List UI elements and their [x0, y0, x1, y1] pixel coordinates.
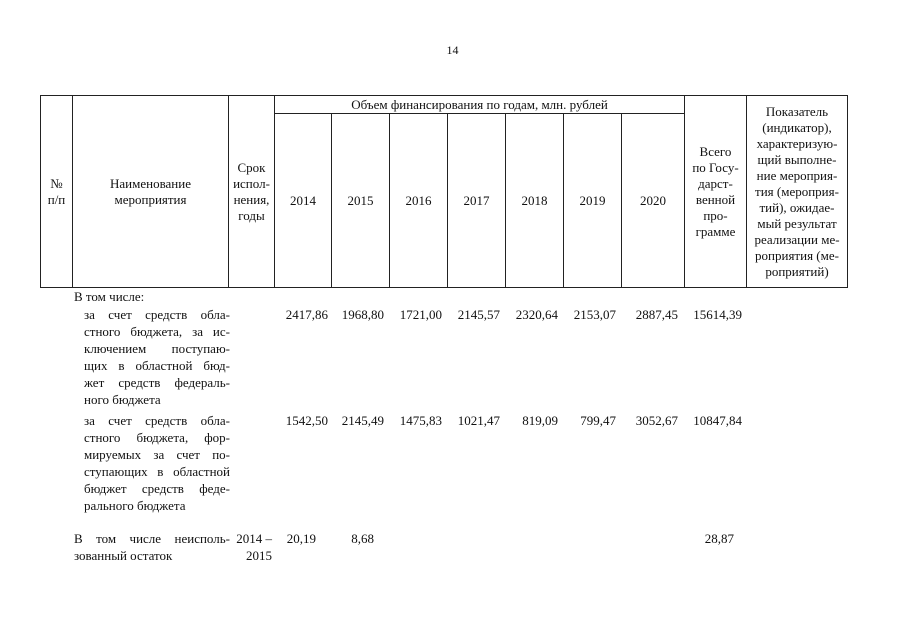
row2-value-2018: 819,09 [522, 413, 558, 428]
row3-total: 28,87 [704, 531, 734, 546]
page-number: 14 [446, 43, 459, 57]
row2-value-2014: 1542,50 [285, 413, 328, 428]
row1-value-2016: 1721,00 [399, 307, 442, 322]
row3-term: 2014 – 2015 [236, 531, 272, 563]
header-indicator: Показатель (индикатор), характеризую- щий выполне- ние мероприя- тия (мероприя- тий), ожидае- мый результат реализации ме- роприятия (ме- роприятий) [754, 103, 840, 279]
row1-value-2020: 2887,45 [635, 307, 678, 322]
row3-value-2015: 8,68 [351, 531, 374, 546]
header-funding-title: Объем финансирования по годам, млн. рублей [351, 96, 608, 112]
row1-value-2019: 2153,07 [573, 307, 616, 322]
header-year-2017: 2017 [463, 192, 490, 208]
header-year-2020: 2020 [640, 192, 666, 208]
row1-value-2017: 2145,57 [457, 307, 500, 322]
header-term: Срок испол- нения, годы [233, 159, 270, 223]
row2-value-2017: 1021,47 [457, 413, 500, 428]
row3-name: В том числе неисполь- зованный остаток [74, 531, 230, 563]
header-number: № п/п [47, 175, 66, 207]
row1-value-2014: 2417,86 [285, 307, 328, 322]
header-year-2016: 2016 [405, 192, 432, 208]
row2-total: 10847,84 [693, 413, 742, 428]
row2-value-2015: 2145,49 [341, 413, 384, 428]
row1-value-2015: 1968,80 [341, 307, 384, 322]
row3-value-2014: 20,19 [286, 531, 316, 546]
row1-total: 15614,39 [693, 307, 742, 322]
header-year-2019: 2019 [579, 192, 606, 208]
row1-value-2018: 2320,64 [515, 307, 558, 322]
row2-value-2016: 1475,83 [399, 413, 442, 428]
header-year-2014: 2014 [290, 192, 316, 208]
row2-value-2019: 799,47 [580, 413, 616, 428]
row1-name: за счет средств обла- стного бюджета, за ис- ключением поступаю- щих в областной бюд- жет средств федераль- ного бюджета [84, 307, 230, 407]
header-year-2018: 2018 [521, 192, 548, 208]
intro-text: В том числе: [74, 289, 145, 304]
row2-value-2020: 3052,67 [635, 413, 678, 428]
header-year-2015: 2015 [347, 192, 374, 208]
header-name: Наименование мероприятия [110, 175, 191, 207]
row2-name: за счет средств обла- стного бюджета, фор- мируемых за счет по- ступающих в областной бюджет средств феде- рального бюджета [84, 413, 230, 513]
header-total: Всего по Госу- дарст- венной про- грамме [692, 143, 739, 239]
